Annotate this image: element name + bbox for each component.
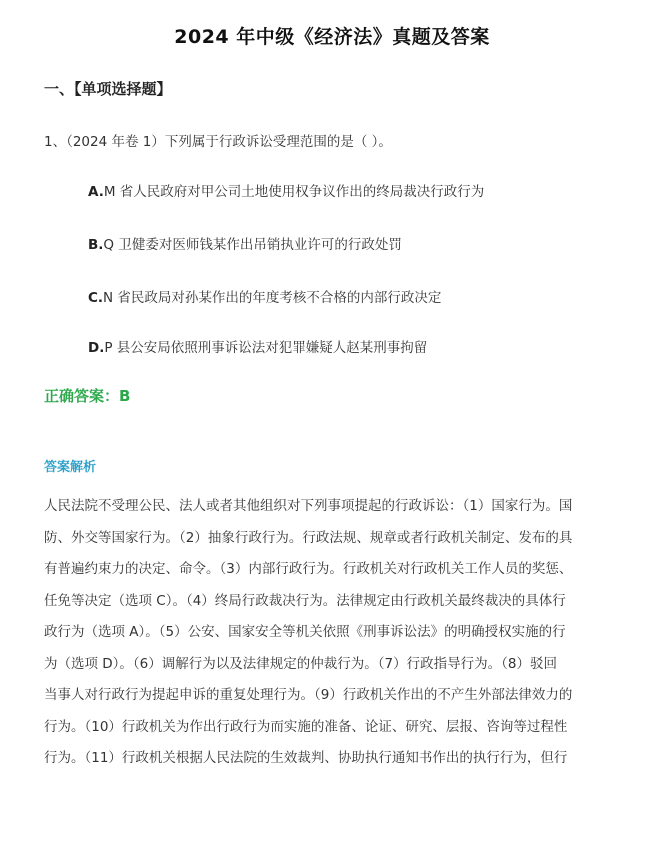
option-b (88, 233, 402, 253)
option-c-letter: C. (88, 290, 104, 306)
analysis-heading: 答案解析 (44, 460, 97, 475)
analysis-line: 为（选项 D）。（6）调解行为以及法律规定的仲裁行为。（7）行政指导行为。（8）驳回 (44, 655, 557, 672)
option-c-text: N 省民政局对孙某作出的年度考核不合格的内部行政决定 (103, 290, 442, 306)
analysis-line: 政行为（选项 A）。（5）公安、国家安全等机关依照《刑事诉讼法》的明确授权实施的行 (44, 624, 566, 640)
option-d-text: P 县公安局依照刑事诉讼法对犯罪嫌疑人赵某刑事拘留 (104, 340, 428, 356)
analysis-line: 行为。（11）行政机关根据人民法院的生效裁判、协助执行通知书作出的执行行为，但行 (44, 750, 568, 766)
analysis-paragraph (44, 494, 624, 778)
option-a-text: M 省人民政府对甲公司土地使用权争议作出的终局裁决行政行为 (103, 184, 485, 200)
correct-answer: 正确答案：B (44, 387, 131, 405)
analysis-line: 任免等决定（选项 C）。（4）终局行政裁决行为。法律规定由行政机关最终裁决的具体行 (44, 592, 566, 609)
analysis-line: 防、外交等国家行为。（2）抽象行政行为。行政法规、规章或者行政机关制定、发布的具 (44, 529, 573, 546)
option-b-text: Q 卫健委对医师钱某作出吊销执业许可的行政处罚 (103, 237, 402, 253)
option-a (88, 180, 484, 200)
analysis-line: 行为。（10）行政机关为作出行政行为而实施的准备、论证、研究、层报、咨询等过程性 (44, 718, 568, 735)
analysis-line: 人民法院不受理公民、法人或者其他组织对下列事项提起的行政诉讼：（1）国家行为。国 (44, 498, 573, 514)
question-text: 1、（2024 年卷 1）下列属于行政诉讼受理范围的是（ ）。 (44, 134, 392, 150)
option-b-letter: B. (88, 237, 104, 253)
option-d-letter: D. (88, 340, 105, 356)
option-a-letter: A. (88, 184, 104, 200)
option-c (88, 286, 441, 306)
page-title: 2024 年中级《经济法》真题及答案 (174, 26, 490, 48)
analysis-line: 当事人对行政行为提起申诉的重复处理行为。（9）行政机关作出的不产生外部法律效力的 (44, 687, 573, 703)
analysis-line: 有普遍约束力的决定、命令。（3）内部行政行为。行政机关对行政机关工作人员的奖惩、 (44, 561, 573, 577)
section-heading: 一、【单项选择题】 (44, 80, 172, 98)
option-d (88, 336, 427, 356)
